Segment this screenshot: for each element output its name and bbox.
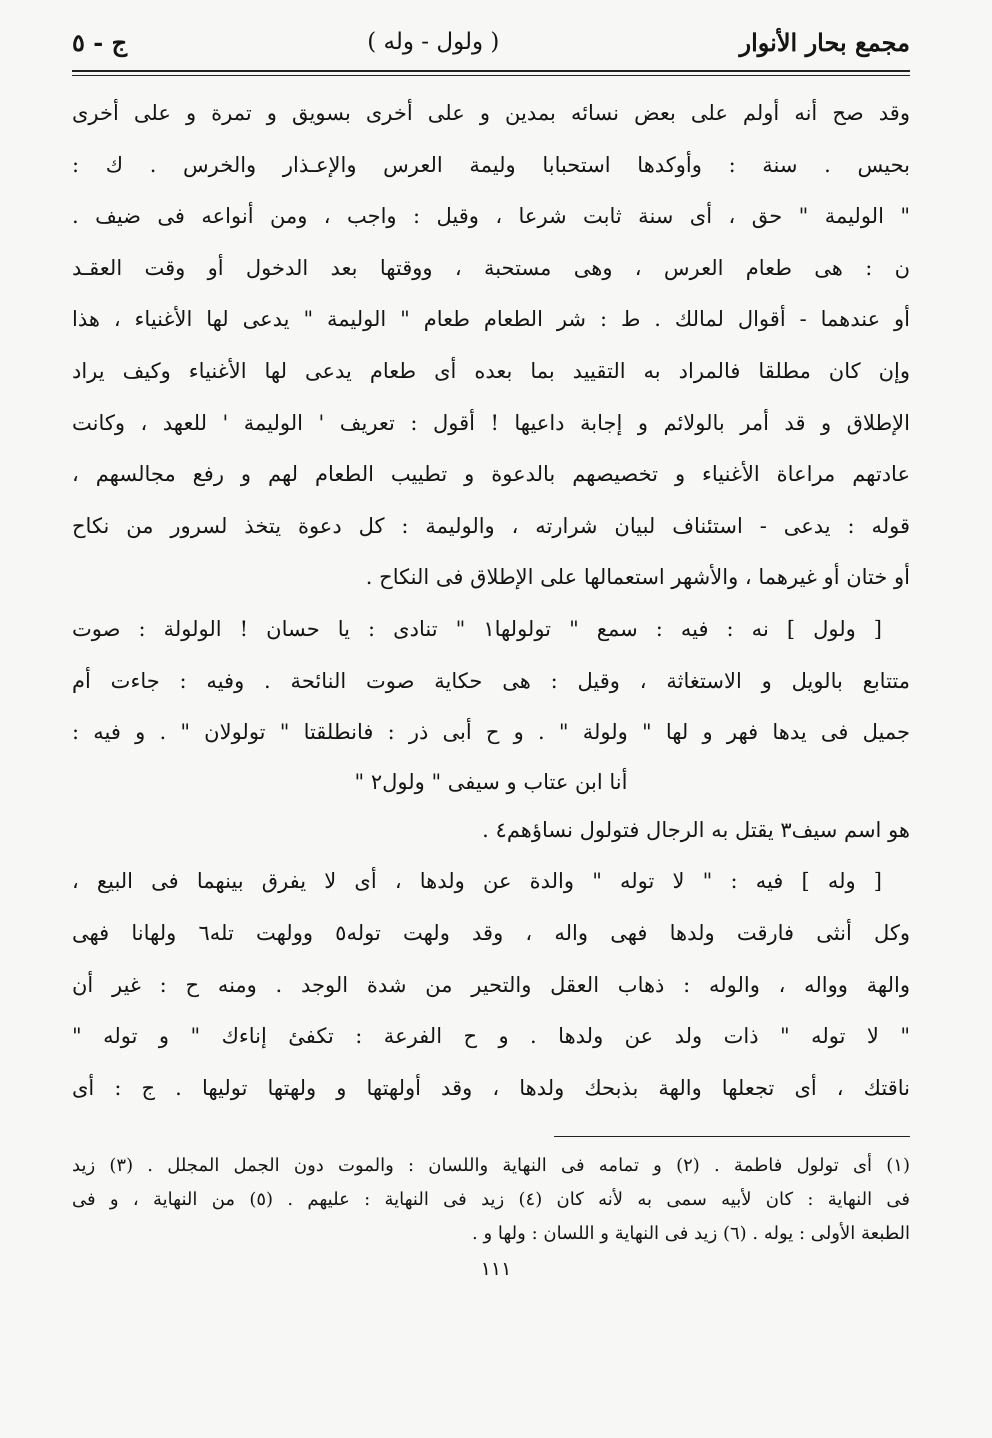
footnote-rule [554, 1136, 910, 1137]
entry-walwal: [ ولول ] نه : فيه : سمع " تولولها١ " تنادى : يا حسان ! الولولة : صوت [72, 616, 882, 641]
footnote-line: (١) أى تولول فاطمة . (٢) و تمامه فى النهاية واللسان : والموت دون الجمل المجلل . (٣) زيد [72, 1155, 910, 1177]
volume-number: ج - ٥ [72, 27, 128, 57]
text-line: هو اسم سيف٣ يقتل به الرجال فتولول نساؤهم٤ . [482, 817, 910, 842]
section-entries: ( ولول - وله ) [367, 29, 500, 55]
footnotes [72, 1149, 910, 1251]
book-title: مجمع بحار الأنوار [739, 27, 910, 57]
text-line: ن : هى طعام العرس ، وهى مستحبة ، ووقتها بعد الدخول أو وقت العقـد [72, 255, 910, 280]
footnote-line: فى النهاية : كان لأبيه سمى به لأنه كان (٤) زيد فى النهاية : عليهم . (٥) من النهاية ، و فى [72, 1189, 910, 1211]
entry-walah: [ وله ] فيه : " لا توله " والدة عن ولدها ، أى لا يفرق بينهما فى البيع ، [72, 869, 882, 894]
text-line: " الوليمة " حق ، أى سنة ثابت شرعا ، وقيل : واجب ، ومن أنواعه فى ضيف . [72, 204, 910, 229]
text-line: جميل فى يدها فهر و لها " ولولة " . و ح أبى ذر : فانطلقتا " تولولان " . و فيه : [72, 720, 910, 745]
text-line: وكل أنثى فارقت ولدها فهى واله ، وقد ولهت توله٥ وولهت تله٦ ولهانا فهى [72, 920, 910, 945]
page-number: ١١١ [480, 1258, 512, 1280]
text-line: بحيس . سنة : وأوكدها استحبابا وليمة العرس والإعـذار والخرس . ك : [72, 152, 910, 177]
text-line: " لا توله " ذات ولد عن ولدها . و ح الفرعة : تكفئ إناءك " و توله " [72, 1024, 910, 1049]
footnote-line: الطبعة الأولى : يوله . (٦) زيد فى النهاية و اللسان : ولها و . [472, 1223, 910, 1245]
text-line: وإن كان مطلقا فالمراد به التقييد بما بعده أى طعام يدعى لها الأغنياء وكيف يراد [72, 358, 910, 383]
text-line: عادتهم مراعاة الأغنياء و تخصيصهم بالدعوة و تطييب الطعام لهم و رفع مجالسهم ، [72, 462, 910, 487]
header-rule [72, 70, 910, 76]
text-line: ناقتك ، أى تجعلها والهة بذبحك ولدها ، وقد أولهتها و ولهتها توليها . ج : أى [72, 1075, 910, 1100]
text-line: الإطلاق و قد أمر بالولائم و إجابة داعيها ! أقول : تعريف ' الوليمة ' للعهد ، وكانت [72, 410, 910, 435]
text-line: أو ختان أو غيرهما ، والأشهر استعمالها على الإطلاق فى النكاح . [365, 565, 910, 590]
text-line: والهة وواله ، والوله : ذهاب العقل والتحير من شدة الوجد . ومنه ح : غير أن [72, 972, 910, 997]
main-text [72, 88, 910, 1114]
text-line: أو عندهما - أقوال لمالك . ط : شر الطعام طعام " الوليمة " يدعى لها الأغنياء ، هذا [72, 307, 910, 332]
text-line: متتابع بالويل و الاستغاثة ، وقيل : هى حكاية صوت النائحة . وفيه : جاءت أم [72, 668, 910, 693]
text-line: قوله : يدعى - استئناف لبيان شرارته ، والوليمة : كل دعوة يتخذ لسرور من نكاح [72, 513, 910, 538]
verse-line: أنا ابن عتاب و سيفى " ولول٢ " [354, 769, 628, 794]
running-header [72, 20, 910, 64]
text-line: وقد صح أنه أولم على بعض نسائه بمدين و على أخرى بسويق و تمرة و على أخرى [72, 101, 910, 125]
